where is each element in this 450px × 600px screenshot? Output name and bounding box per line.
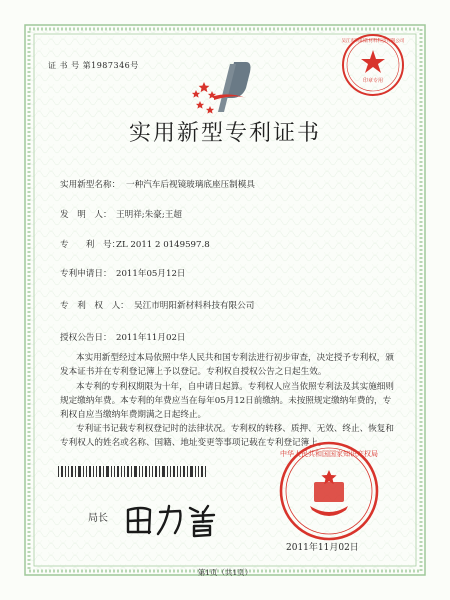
certificate-number: 证 书 号 第1987346号 <box>48 61 139 70</box>
paragraph-line: 规定缴纳年费。本专利的年费应当在每年05月12日前缴纳。未按照规定缴纳年费的，专 <box>60 396 392 406</box>
field-label-inventor: 发 明 人： <box>60 210 112 220</box>
seal-bottom-text: 中华人民共和国国家知识产权局 <box>280 450 378 458</box>
field-value-patent-no: ZL 2011 2 0149597.8 <box>116 240 210 250</box>
paragraph-line: 本实用新型经过本局依照中华人民共和国专利法进行初步审查，决定授予专利权，颁 <box>76 353 394 363</box>
field-label-grant-date: 授权公告日： <box>60 333 112 343</box>
patent-office-seal-icon <box>278 440 380 542</box>
field-label-name: 实用新型名称： <box>60 180 121 190</box>
certificate-title: 实用新型专利证书 <box>128 121 321 146</box>
field-value-filing-date: 2011年05月12日 <box>116 269 186 279</box>
paragraph-line: 利权自应当缴纳年费期满之日起终止。 <box>60 410 207 420</box>
paragraph-line: 本专利的专利权期限为十年，自申请日起算。专利权人应当依照专利法及其实施细则 <box>76 382 394 392</box>
paragraph-line: 专利证书记载专利权登记时的法律状况。专利权的转移、质押、无效、终止、恢复和 <box>76 424 394 434</box>
issue-date: 2011年11月02日 <box>286 543 359 553</box>
director-label: 局长 <box>88 513 108 524</box>
field-label-filing-date: 专利申请日： <box>60 269 112 279</box>
field-value-grant-date: 2011年11月02日 <box>116 333 186 343</box>
paragraph-line: 发本证书并在专利登记簿上予以登记。专利权自授权公告之日起生效。 <box>60 367 327 377</box>
field-label-patentee: 专 利 权 人： <box>60 301 129 311</box>
field-value-name: 一种汽车后视镜玻璃底座压制模具 <box>126 180 255 190</box>
company-seal-inner-text: 印章专用 <box>362 78 384 84</box>
field-value-inventor: 王明祥;朱豪;王超 <box>116 210 182 220</box>
barcode-icon <box>58 466 208 477</box>
company-seal-text: 吴江市明阳新材料科技有限公司 <box>341 39 405 44</box>
page-footer: 第1页（共1页） <box>197 568 253 577</box>
paragraph-line: 专利权人的姓名或名称、国籍、地址变更等事项记载在专利登记簿上。 <box>60 438 327 448</box>
field-label-patent-no: 专 利 号： <box>60 240 121 250</box>
patent-office-logo-icon <box>190 58 270 118</box>
director-signature-icon <box>122 500 227 540</box>
company-seal-icon <box>340 32 406 98</box>
field-value-patentee: 吴江市明阳新材料科技有限公司 <box>134 301 255 311</box>
